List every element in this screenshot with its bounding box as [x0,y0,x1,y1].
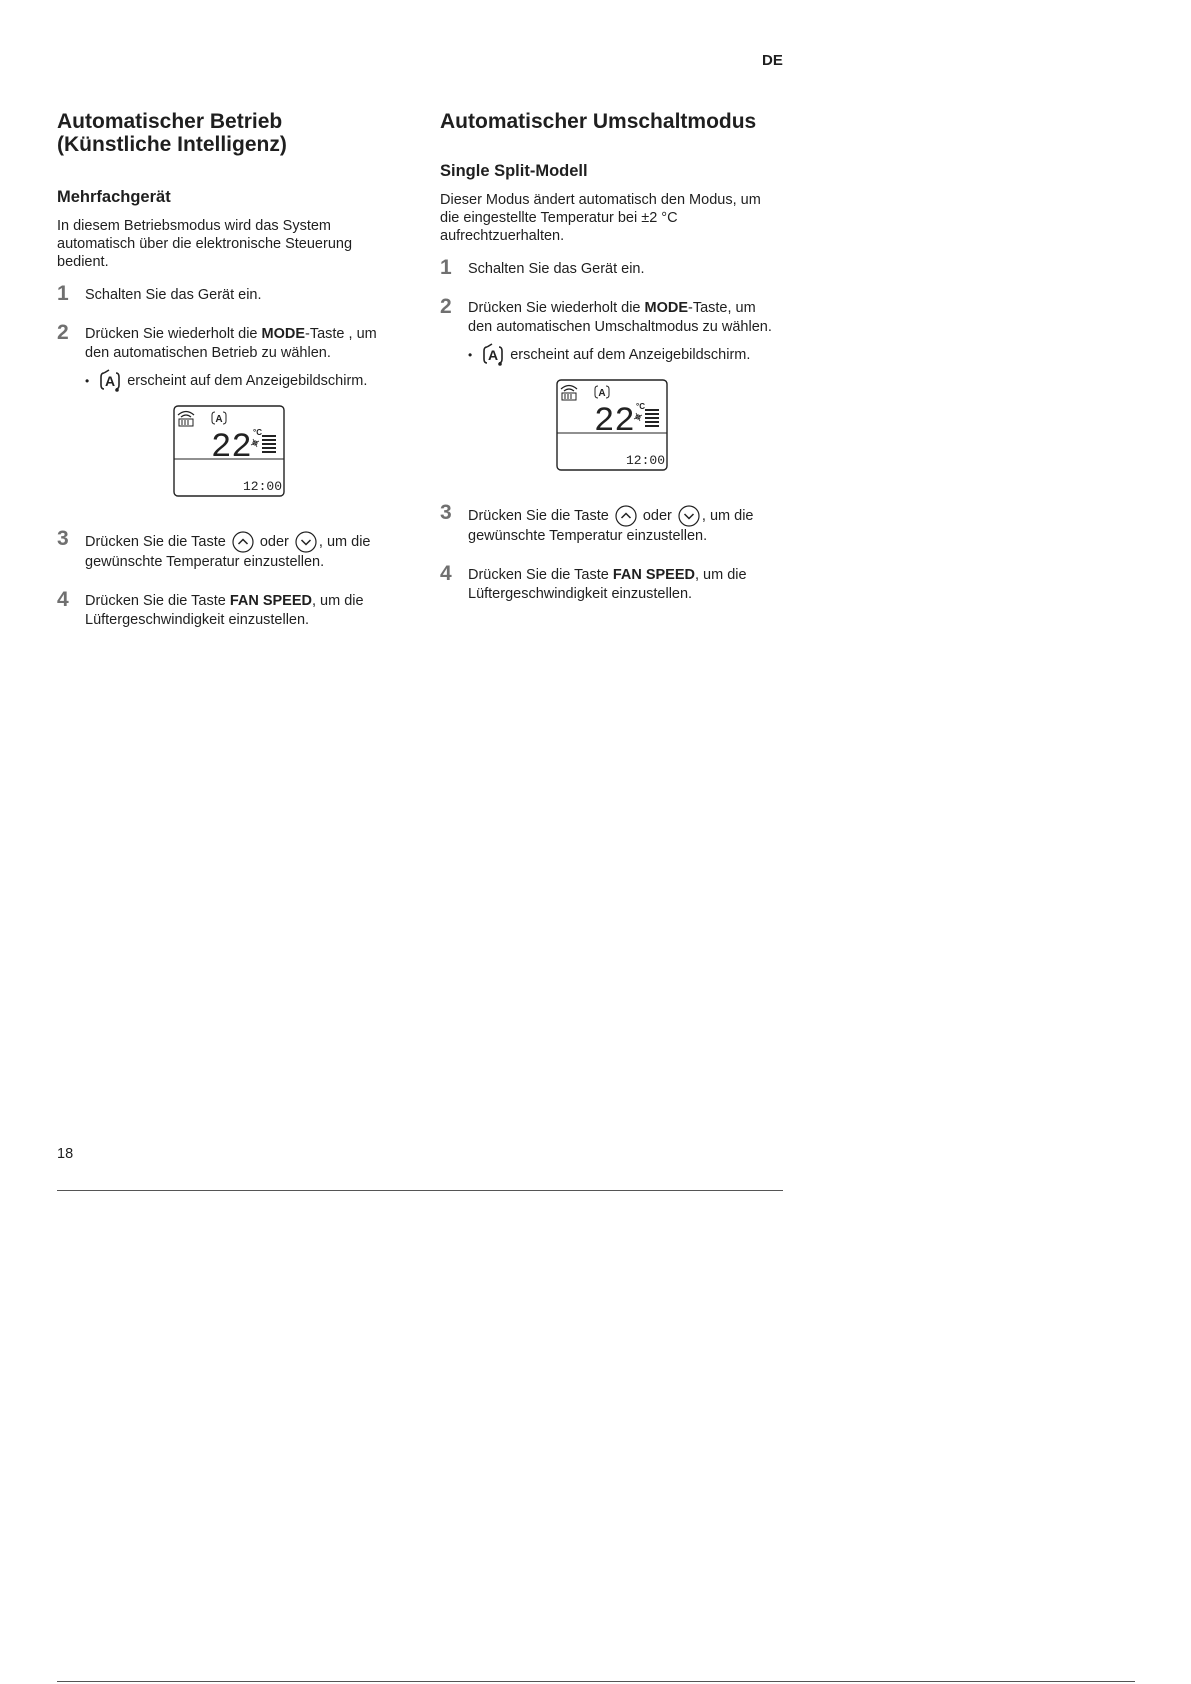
subsection-title: Mehrfachgerät [57,188,171,206]
svg-text:A: A [598,388,606,399]
description: In diesem Betriebsmodus wird das System automatisch über die elektronische Steuerung bedient. [57,218,353,270]
step-2: 2 Drücken Sie wiederholt die MODE-Taste, um den automatischen Umschaltmodus zu wählen. [440,295,772,335]
auto-mode-icon [480,343,506,367]
bullet-note: • A erscheint auf dem Anzeigebildschirm. [440,343,780,367]
page-number: 18 [57,1146,74,1162]
step-3: 3 Drücken Sie die Taste oder , um die gewünschte Temperatur einzustellen. [57,527,371,570]
fan-speed-key-label: FAN SPEED [612,567,695,583]
step-1: 1 Schalten Sie das Gerät ein. [440,256,645,279]
down-button-icon [295,531,317,553]
lcd-display [556,379,668,471]
step-4: 4 Drücken Sie die Taste FAN SPEED, um die Lüftergeschwindigkeit einzustellen. [440,562,747,602]
footer-divider [57,1190,783,1191]
step-number: 2 [440,295,452,318]
lcd-temperature: 22 [594,403,635,441]
section-title: Automatischer Umschaltmodus [440,110,757,133]
lcd-time: 12:00 [243,479,283,494]
svg-text:A: A [105,373,116,389]
mode-key-label: MODE [644,300,689,316]
lcd-unit: °C [636,402,645,411]
bottom-divider [57,1681,1135,1682]
mode-key-label: MODE [261,326,306,342]
description: Dieser Modus ändert automatisch den Modus, um die eingestellte Temperatur bei ±2 °C aufrechtzuerhalten. [440,192,761,244]
step-number: 2 [57,321,69,344]
svg-text:A: A [215,414,223,425]
auto-mode-icon [97,369,123,393]
step-3: 3 Drücken Sie die Taste oder , um die gewünschte Temperatur einzustellen. [440,501,754,544]
down-button-icon [678,505,700,527]
step-2: 2 Drücken Sie wiederholt die MODE-Taste , um den automatischen Betrieb zu wählen. [57,321,377,361]
step-number: 3 [57,527,69,550]
lcd-time: 12:00 [626,453,666,468]
lcd-unit: °C [253,428,262,437]
lcd-display [173,405,285,497]
step-number: 4 [440,562,452,585]
step-1: 1 Schalten Sie das Gerät ein. [57,282,262,305]
step-number: 1 [440,256,452,279]
step-4: 4 Drücken Sie die Taste FAN SPEED, um die Lüftergeschwindigkeit einzustellen. [57,588,364,628]
bullet-note: • A erscheint auf dem Anzeigebildschirm. [57,369,397,393]
step-number: 3 [440,501,452,524]
up-button-icon [232,531,254,553]
up-button-icon [615,505,637,527]
lcd-temperature: 22 [211,429,252,467]
section-title: Automatischer Betrieb (Künstliche Intelligenz) [57,110,287,156]
fan-speed-key-label: FAN SPEED [229,593,312,609]
subsection-title: Single Split-Modell [440,162,588,180]
step-number: 4 [57,588,69,611]
section-auto-operation [57,110,397,630]
section-auto-changeover [440,110,780,604]
svg-text:A: A [488,347,499,363]
step-number: 1 [57,282,69,305]
language-code: DE [762,52,783,69]
